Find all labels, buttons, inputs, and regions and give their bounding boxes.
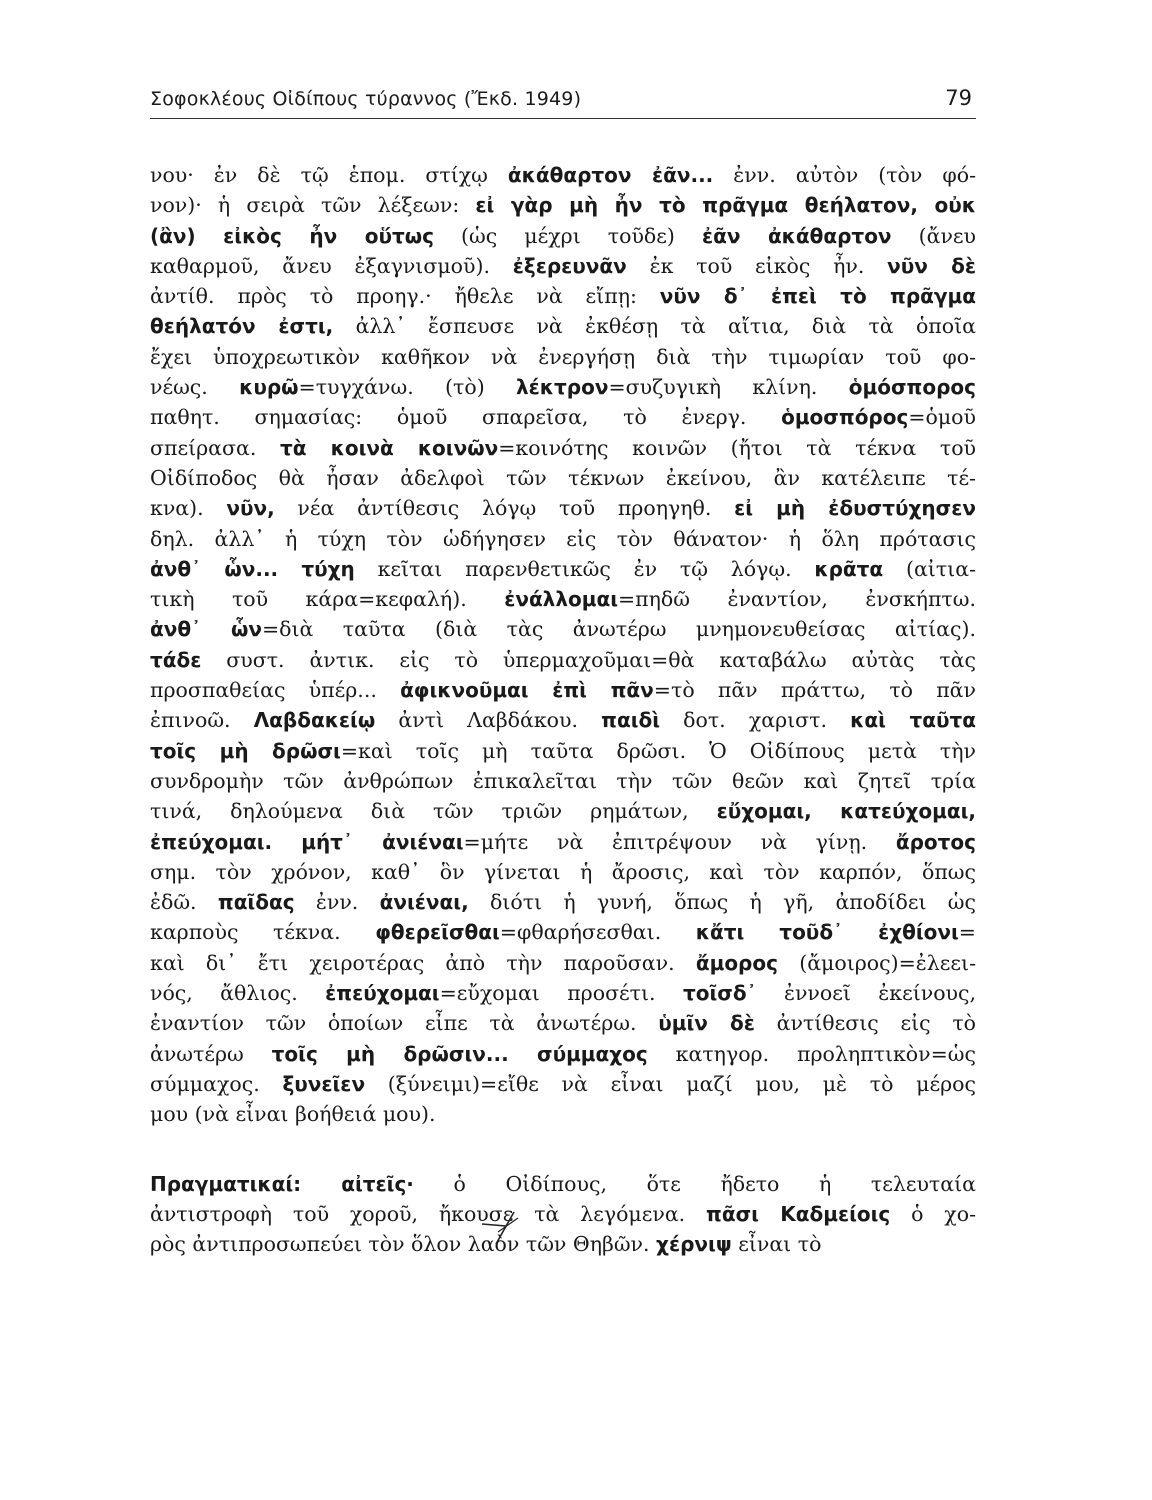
text-line	[150, 1099, 976, 1129]
gloss-text: ὁ Οἰδίπους, ὅτε ἤδετο ἡ τελευταία	[413, 1171, 976, 1196]
lemma-term: λέκτρον	[516, 375, 609, 400]
gloss-text: ἀντιστροφὴ τοῦ χοροῦ, ἤκουσε τὰ λεγόμενα.	[150, 1201, 707, 1226]
gloss-text: ἔχει ὑποχρεωτικὸν καθῆκον νὰ ἐνεργήσῃ διὰ τὴν τιμωρίαν τοῦ φο-	[150, 344, 976, 369]
text-line	[150, 160, 976, 190]
text-line	[150, 190, 976, 220]
gloss-text: εἶναι τὸ	[731, 1232, 822, 1257]
text-line	[150, 402, 976, 432]
header-rule	[150, 118, 976, 119]
lemma-term: εἰ γὰρ μὴ ἦν τὸ πρᾶγμα θεήλατον, οὐκ	[475, 193, 976, 218]
text-line	[150, 645, 976, 675]
lemma-term: τάδε	[150, 647, 202, 672]
text-line	[150, 948, 976, 978]
gloss-text: =συζυγικὴ κλίνη.	[608, 375, 849, 400]
lemma-term: καὶ ταῦτα	[850, 708, 976, 733]
text-line	[150, 463, 976, 493]
gloss-text: =φθαρήσεσθαι.	[499, 920, 696, 945]
gloss-text: κατηγορ. προληπτικὸν=ὡς	[647, 1041, 976, 1066]
lemma-term: κρᾶτα	[814, 556, 884, 581]
text-line	[150, 342, 976, 372]
gloss-text: ὁ χο-	[890, 1201, 976, 1226]
lemma-term: ἀνιέναι,	[379, 890, 469, 915]
gloss-text: νου· ἐν δὲ τῷ ἑπομ. στίχῳ	[150, 163, 508, 187]
gloss-text: =τυγχάνω. (τὸ)	[298, 375, 516, 400]
gloss-text: μου (νὰ εἶναι βοήθειά μου).	[150, 1102, 436, 1127]
gloss-text: (ἄνευ	[891, 223, 976, 248]
lemma-term: νῦν δ᾽ ἐπεὶ τὸ πρᾶγμα	[659, 284, 976, 309]
gloss-text: ἐδῶ.	[150, 890, 218, 915]
gloss-text: νέως.	[150, 375, 240, 400]
gloss-text: (ξύνειμι)=εἴθε νὰ εἶναι μαζί μου, μὲ τὸ μέρος	[365, 1071, 976, 1096]
gloss-text: ἐκ τοῦ εἰκὸς ἦν.	[626, 253, 888, 278]
gloss-text: νον)· ἡ σειρὰ τῶν λέξεων:	[150, 193, 476, 218]
page-number: 79	[945, 86, 972, 110]
gloss-text: (ὡς μέχρι τοῦδε)	[433, 223, 702, 248]
text-line	[150, 1229, 976, 1259]
lemma-term: ξυνεῖεν	[282, 1071, 366, 1096]
text-line	[150, 857, 976, 887]
lemma-term: τοῖς μὴ δρῶσιν... σύμμαχος	[271, 1041, 648, 1066]
gloss-text: καθαρμοῦ, ἄνευ ἐξαγνισμοῦ).	[150, 253, 513, 278]
text-line	[150, 584, 976, 614]
factual-notes-paragraph	[150, 1169, 976, 1260]
lemma-term: ἀνθ᾽ ὧν	[150, 617, 262, 642]
text-line	[150, 766, 976, 796]
gloss-text: σπείρασα.	[150, 435, 281, 460]
lemma-term: ἀφικνοῦμαι ἐπὶ πᾶν	[400, 678, 654, 703]
gloss-text: σύμμαχος.	[150, 1071, 283, 1096]
gloss-text: καρποὺς τέκνα.	[150, 920, 376, 945]
text-line	[150, 433, 976, 463]
text-line	[150, 221, 976, 251]
gloss-text: ἀντίθ. πρὸς τὸ προηγ.· ἤθελε νὰ εἴπῃ:	[150, 284, 660, 309]
text-line	[150, 493, 976, 523]
gloss-text: ἀντὶ Λαβδάκου.	[375, 708, 602, 733]
running-header	[150, 86, 976, 120]
lemma-term: ἐξερευνᾶν	[512, 253, 627, 278]
text-line	[150, 978, 976, 1008]
gloss-text: ἐπινοῶ.	[150, 708, 254, 733]
gloss-text: τικὴ τοῦ κάρα=κεφαλή).	[150, 587, 505, 612]
gloss-text: κεῖται παρενθετικῶς ἐν τῷ λόγῳ.	[354, 556, 815, 581]
gloss-text: =πηδῶ ἐναντίον, ἐνσκήπτω.	[618, 587, 976, 612]
gloss-text: =τὸ πᾶν πράττω, τὸ πᾶν	[653, 678, 976, 703]
lemma-term: ὑμῖν δὲ	[658, 1011, 755, 1036]
lemma-term: παῖδας	[217, 890, 295, 915]
text-line	[150, 827, 976, 857]
lemma-term: ἄροτος	[895, 829, 976, 854]
text-line	[150, 1039, 976, 1069]
text-line	[150, 372, 976, 402]
lemma-term: ἄμορος	[695, 950, 778, 975]
gloss-text: νός, ἄθλιος.	[150, 981, 326, 1006]
lemma-term: Λαβδακείῳ	[253, 708, 376, 733]
text-line	[150, 554, 976, 584]
gloss-text: =ὁμοῦ	[908, 405, 976, 430]
lemma-term: τοῖς μὴ δρῶσι	[150, 738, 341, 763]
commentary-text	[150, 160, 976, 1259]
lemma-term: (ἂν) εἰκὸς ἦν οὕτως	[150, 223, 434, 248]
gloss-text: ἐνν. αὐτὸν (τὸν φό-	[713, 163, 976, 187]
text-line	[150, 705, 976, 735]
text-line	[150, 524, 976, 554]
text-line	[150, 1169, 976, 1199]
gloss-text: κνα).	[150, 496, 227, 521]
lemma-term: νῦν δὲ	[887, 253, 976, 278]
header-title: Σοφοκλέους Οἰδίπους τύραννος (Ἔκδ. 1949)	[150, 88, 582, 110]
gloss-text: νέα ἀντίθεσις λόγῳ τοῦ προηγηθ.	[274, 496, 735, 521]
gloss-text: ἐνν.	[294, 890, 380, 915]
gloss-text: σημ. τὸν χρόνον, καθ᾽ ὃν γίνεται ἡ ἄροσις, καὶ τὸν καρπόν, ὅπως	[150, 859, 976, 884]
text-line	[150, 887, 976, 917]
gloss-text: συνδρομὴν τῶν ἀνθρώπων ἐπικαλεῖται τὴν τῶν θεῶν καὶ ζητεῖ τρία	[150, 768, 976, 793]
gloss-text: καὶ δι᾽ ἔτι χειροτέρας ἀπὸ τὴν παροῦσαν.	[150, 950, 696, 975]
lemma-term: κυρῶ	[239, 375, 299, 400]
text-line	[150, 1008, 976, 1038]
lemma-term: χέρνιψ	[656, 1232, 732, 1257]
gloss-text: ἐναντίον τῶν ὁποίων εἶπε τὰ ἀνωτέρω.	[150, 1011, 659, 1036]
gloss-text: συστ. ἀντικ. εἰς τὸ ὑπερμαχοῦμαι=θὰ καταβάλω αὐτὰς τὰς	[201, 647, 976, 672]
text-line	[150, 796, 976, 826]
gloss-text: δοτ. χαριστ.	[660, 708, 851, 733]
gloss-text: ἐννοεῖ ἐκείνους,	[756, 981, 976, 1006]
lemma-term: ἐπεύχομαι	[325, 981, 440, 1006]
commentary-paragraph	[150, 160, 976, 1130]
lemma-term: ὁμοσπόρος	[781, 405, 909, 430]
gloss-text: (αἰτια-	[883, 556, 976, 581]
gloss-text: (ἄμοιρος)=ἐλεει-	[777, 950, 976, 975]
lemma-term: τὰ κοινὰ κοινῶν	[280, 435, 499, 460]
gloss-text: ἀνωτέρω	[150, 1041, 272, 1066]
lemma-term: ἀκάθαρτον ἐᾶν...	[507, 163, 714, 187]
lemma-term: Πραγματικαί: αἰτεῖς·	[150, 1171, 414, 1196]
text-line	[150, 251, 976, 281]
text-line	[150, 917, 976, 947]
lemma-term: φθερεῖσθαι	[375, 920, 500, 945]
gloss-text: =διὰ ταῦτα (διὰ τὰς ἀνωτέρω μνημονευθείσας αἰτίας).	[261, 617, 976, 642]
text-line	[150, 736, 976, 766]
lemma-term: ὁμόσπορος	[848, 375, 976, 400]
paragraph-gap	[150, 1130, 976, 1169]
text-line	[150, 1199, 976, 1229]
gloss-text: ἀντίθεσις εἰς τὸ	[754, 1011, 976, 1036]
lemma-term: ἐᾶν ἀκάθαρτον	[701, 223, 892, 248]
handwritten-pen-mark	[478, 1208, 538, 1248]
lemma-term: ἐνάλλομαι	[504, 587, 618, 612]
text-line	[150, 1069, 976, 1099]
lemma-term: τοῖσδ᾽	[682, 981, 757, 1006]
text-line	[150, 675, 976, 705]
lemma-term: εἰ μὴ ἐδυστύχησεν	[734, 496, 976, 521]
text-line	[150, 311, 976, 341]
gloss-text: =κοινότης κοινῶν (ἤτοι τὰ τέκνα τοῦ	[498, 435, 976, 460]
gloss-text: ἀλλ᾽ ἔσπευσε νὰ ἐκθέσῃ τὰ αἴτια, διὰ τὰ ὁποῖα	[333, 314, 976, 339]
gloss-text: παθητ. σημασίας: ὁμοῦ σπαρεῖσα, τὸ ἐνεργ.	[150, 405, 782, 430]
lemma-term: θεήλατόν ἐστι,	[150, 314, 334, 339]
gloss-text: δηλ. ἀλλ᾽ ἡ τύχη τὸν ὡδήγησεν εἰς τὸν θάνατον· ἡ ὅλη πρότασις	[150, 526, 976, 551]
lemma-term: κἄτι τοῦδ᾽ ἐχθίονι	[695, 920, 959, 945]
gloss-text: Οἰδίποδος θὰ ἦσαν ἀδελφοὶ τῶν τέκνων ἐκείνου, ἂν κατέλειπε τέ-	[150, 465, 976, 490]
lemma-term: ἀνθ᾽ ὧν... τύχη	[150, 556, 355, 581]
text-line	[150, 614, 976, 644]
gloss-text: τινά, δηλούμενα διὰ τῶν τριῶν ρημάτων,	[150, 799, 717, 824]
gloss-text: =εὔχομαι προσέτι.	[439, 981, 683, 1006]
lemma-term: νῦν,	[226, 496, 275, 521]
lemma-term: ἐπεύχομαι. μήτ᾽ ἀνιέναι	[150, 829, 464, 854]
gloss-text: =μήτε νὰ ἐπιτρέψουν νὰ γίνῃ.	[463, 829, 896, 854]
gloss-text: ρὸς ἀντιπροσωπεύει τὸν ὅλον λαὸν τῶν Θηβῶν.	[150, 1232, 657, 1257]
text-line	[150, 281, 976, 311]
lemma-term: πᾶσι Καδμείοις	[706, 1201, 891, 1226]
gloss-text: διότι ἡ γυνή, ὅπως ἡ γῆ, ἀποδίδει ὡς	[468, 890, 976, 915]
lemma-term: εὔχομαι, κατεύχομαι,	[716, 799, 976, 824]
gloss-text: προσπαθείας ὑπέρ...	[150, 678, 401, 703]
gloss-text: =	[958, 920, 976, 945]
gloss-text: =καὶ τοῖς μὴ ταῦτα δρῶσι. Ὁ Οἰδίπους μετὰ τὴν	[340, 738, 976, 763]
lemma-term: παιδὶ	[601, 708, 661, 733]
